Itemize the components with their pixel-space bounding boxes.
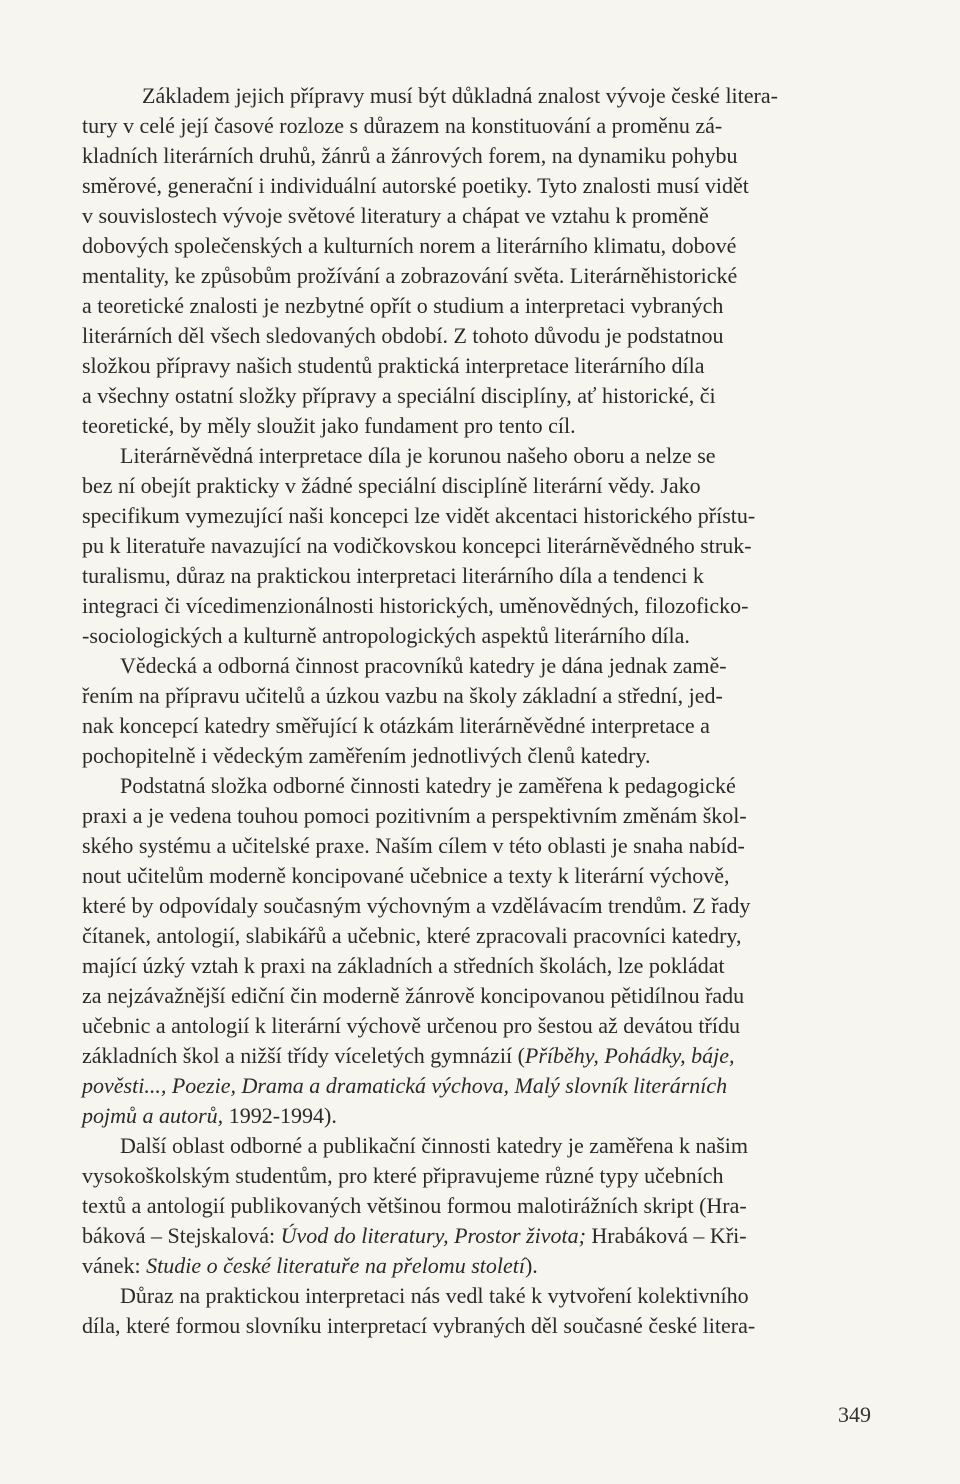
text-line: čítanek, antologií, slabikářů a učebnic, které zpracovali pracovníci katedry, (82, 923, 742, 948)
italic-title: Úvod do literatury, Prostor života; (280, 1223, 586, 1248)
text-line: nout učitelům moderně koncipované učebnice a texty k literární výchově, (82, 863, 730, 888)
text-line: Literárněvědná interpretace díla je korunou našeho oboru a nelze se (120, 443, 716, 468)
text-line: -sociologických a kulturně antropologických aspektů literárního díla. (82, 623, 690, 648)
italic-title-list: Příběhy, Pohádky, báje, (524, 1043, 735, 1068)
text-line: tury v celé její časové rozloze s důrazem na konstituování a proměnu zá- (82, 113, 723, 138)
text-line (82, 1102, 337, 1130)
text-line: řením na přípravu učitelů a úzkou vazbu na školy základní a střední, jed- (82, 683, 723, 708)
text-line: Podstatná složka odborné činnosti katedry je zaměřena k pedagogické (120, 773, 736, 798)
text-line: díla, které formou slovníku interpretací vybraných děl současné české litera- (82, 1313, 756, 1338)
text-line: v souvislostech vývoje světové literatury a chápat ve vztahu k proměně (82, 203, 709, 228)
text-line: praxi a je vedena touhou pomoci pozitivním a perspektivním změnám škol- (82, 803, 747, 828)
text-segment: ). (524, 1253, 538, 1278)
text-line: literárních děl všech sledovaných období. Z tohoto důvodu je podstatnou (82, 323, 724, 348)
text-segment: báková – Stejskalová: (82, 1223, 281, 1248)
text-line (82, 1222, 747, 1250)
text-line: a všechny ostatní složky přípravy a speciální disciplíny, ať historické, či (82, 383, 716, 408)
text-line: kladních literárních druhů, žánrů a žánrových forem, na dynamiku pohybu (82, 143, 738, 168)
text-line: dobových společenských a kulturních norem a literárního klimatu, dobové (82, 233, 737, 258)
text-line: Další oblast odborné a publikační činnosti katedry je zaměřena k našim (120, 1133, 749, 1158)
italic-title-list: pojmů a autorů, (82, 1103, 224, 1128)
italic-title: Studie o české literatuře na přelomu století (146, 1253, 525, 1278)
text-line: které by odpovídaly současným výchovným a vzdělávacím trendům. Z řady (82, 893, 751, 918)
text-line: pochopitelně i vědeckým zaměřením jednotlivých členů katedry. (82, 743, 651, 768)
text-segment: vánek: (82, 1253, 147, 1278)
text-line: učebnic a antologií k literární výchově určenou pro šestou až devátou třídu (82, 1013, 740, 1038)
text-line: nak koncepcí katedry směřující k otázkám literárněvědné interpretace a (82, 713, 710, 738)
page-number: 349 (838, 1402, 871, 1427)
text-line: směrové, generační i individuální autorské poetiky. Tyto znalosti musí vidět (82, 173, 749, 198)
text-line: specifikum vymezující naši koncepci lze vidět akcentaci historického přístu- (82, 503, 756, 528)
italic-title-list: pověsti..., Poezie, Drama a dramatická výchova, Malý slovník literárních (82, 1073, 728, 1098)
text-line: bez ní obejít prakticky v žádné speciální disciplíně literární vědy. Jako (82, 473, 701, 498)
text-line: Vědecká a odborná činnost pracovníků katedry je dána jednak zamě- (120, 653, 727, 678)
document-page (82, 82, 902, 1462)
text-line: Důraz na praktickou interpretaci nás vedl také k vytvoření kolektivního (120, 1283, 749, 1308)
text-line: mající úzký vztah k praxi na základních a středních školách, lze pokládat (82, 953, 725, 978)
text-segment: 1992-1994). (223, 1103, 337, 1128)
text-line: pu k literatuře navazující na vodičkovskou koncepci literárněvědného struk- (82, 533, 752, 558)
text-line: mentality, ke způsobům prožívání a zobrazování světa. Literárněhistorické (82, 263, 738, 288)
text-line: a teoretické znalosti je nezbytné opřít o studium a interpretaci vybraných (82, 293, 724, 318)
text-line: textů a antologií publikovaných většinou formou malotirážních skript (Hra- (82, 1193, 747, 1218)
text-line: složkou přípravy našich studentů praktická interpretace literárního díla (82, 353, 705, 378)
text-line: ského systému a učitelské praxe. Naším cílem v této oblasti je snaha nabíd- (82, 833, 745, 858)
text-line: turalismu, důraz na praktickou interpretaci literárního díla a tendenci k (82, 563, 704, 588)
text-line (82, 1042, 734, 1070)
text-line (82, 1252, 538, 1280)
text-line: teoretické, by měly sloužit jako fundament pro tento cíl. (82, 413, 576, 438)
text-line: integraci či vícedimenzionálnosti historických, uměnovědných, filozoficko- (82, 593, 749, 618)
text-line: Základem jejich přípravy musí být důkladná znalost vývoje české litera- (142, 83, 778, 108)
text-line: vysokoškolským studentům, pro které připravujeme různé typy učebních (82, 1163, 724, 1188)
text-line (82, 1072, 727, 1100)
text-line: za nejzávažnější ediční čin moderně žánrově koncipovanou pětidílnou řadu (82, 983, 745, 1008)
text-segment: Hrabáková – Kři- (585, 1223, 747, 1248)
text-segment: základních škol a nižší třídy víceletých gymnázií ( (82, 1043, 525, 1068)
